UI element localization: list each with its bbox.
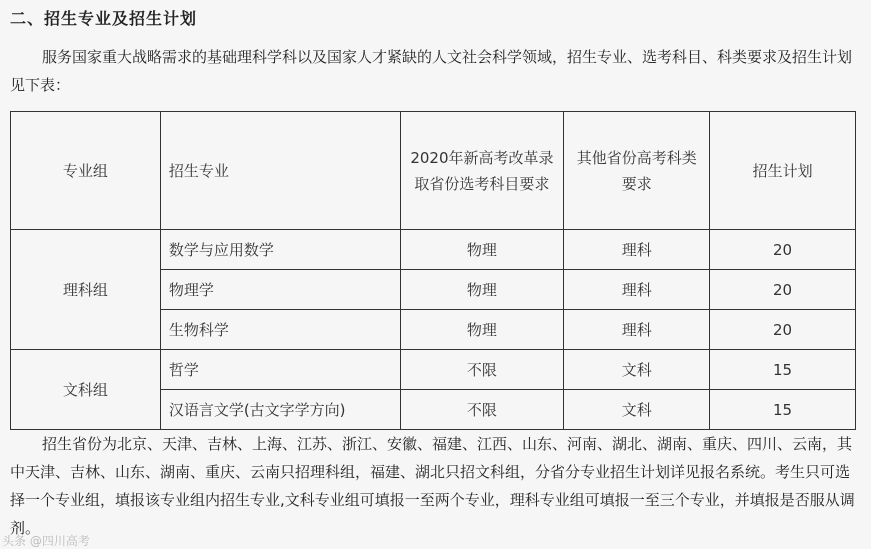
header-plan: 招生计划 xyxy=(710,112,856,230)
table-header-row xyxy=(11,112,856,230)
subject-cell: 物理 xyxy=(400,230,564,270)
header-reform-subject xyxy=(400,112,564,230)
plan-cell: 20 xyxy=(710,230,856,270)
notes-paragraph: 招生省份为北京、天津、吉林、上海、江苏、浙江、安徽、福建、江西、山东、河南、湖北、湖南、重庆、四川、云南，其中天津、吉林、山东、湖南、重庆、云南只招理科组，福建、湖北只招文科组，分省分专业招生计划详见报名系统。考生只可选择一个专业组，填报该专业组内招生专业,文科专业组可填报一至两个专业，理科专业组可填报一至三个专业，并填报是否服从调剂。 xyxy=(10,435,855,537)
plan-cell: 15 xyxy=(710,390,856,430)
category-cell: 文科 xyxy=(564,390,710,430)
header-group: 专业组 xyxy=(11,112,161,230)
subject-cell: 物理 xyxy=(400,270,564,310)
major-cell: 数学与应用数学 xyxy=(160,230,400,270)
header-other-line2: 要求 xyxy=(621,174,652,193)
category-cell: 理科 xyxy=(564,230,710,270)
major-cell: 物理学 xyxy=(160,270,400,310)
group-science: 理科组 xyxy=(11,230,161,350)
header-other-line1: 其他省份高考科类 xyxy=(576,148,697,167)
category-cell: 文科 xyxy=(564,350,710,390)
header-other-category xyxy=(564,112,710,230)
plan-cell: 15 xyxy=(710,350,856,390)
category-cell: 理科 xyxy=(564,270,710,310)
subject-cell: 物理 xyxy=(400,310,564,350)
subject-cell: 不限 xyxy=(400,350,564,390)
watermark: 头条 @四川高考 xyxy=(2,534,90,548)
intro-paragraph: 服务国家重大战略需求的基础理科学科以及国家人才紧缺的人文社会科学领域，招生专业、选考科目、科类要求及招生计划见下表： xyxy=(10,48,853,94)
table-row xyxy=(11,350,856,390)
enrollment-plan-table xyxy=(10,111,856,430)
subject-cell: 不限 xyxy=(400,390,564,430)
header-reform-subject-line2: 取省份选考科目要求 xyxy=(414,174,550,193)
group-liberal-arts: 文科组 xyxy=(11,350,161,430)
header-major: 招生专业 xyxy=(160,112,400,230)
category-cell: 理科 xyxy=(564,310,710,350)
table-row xyxy=(11,230,856,270)
major-cell: 汉语言文学(古文字学方向) xyxy=(160,390,400,430)
plan-cell: 20 xyxy=(710,270,856,310)
header-reform-subject-line1: 2020年新高考改革录 xyxy=(410,148,554,167)
major-cell: 哲学 xyxy=(160,350,400,390)
plan-cell: 20 xyxy=(710,310,856,350)
major-cell: 生物科学 xyxy=(160,310,400,350)
section-heading: 二、招生专业及招生计划 xyxy=(10,9,198,28)
